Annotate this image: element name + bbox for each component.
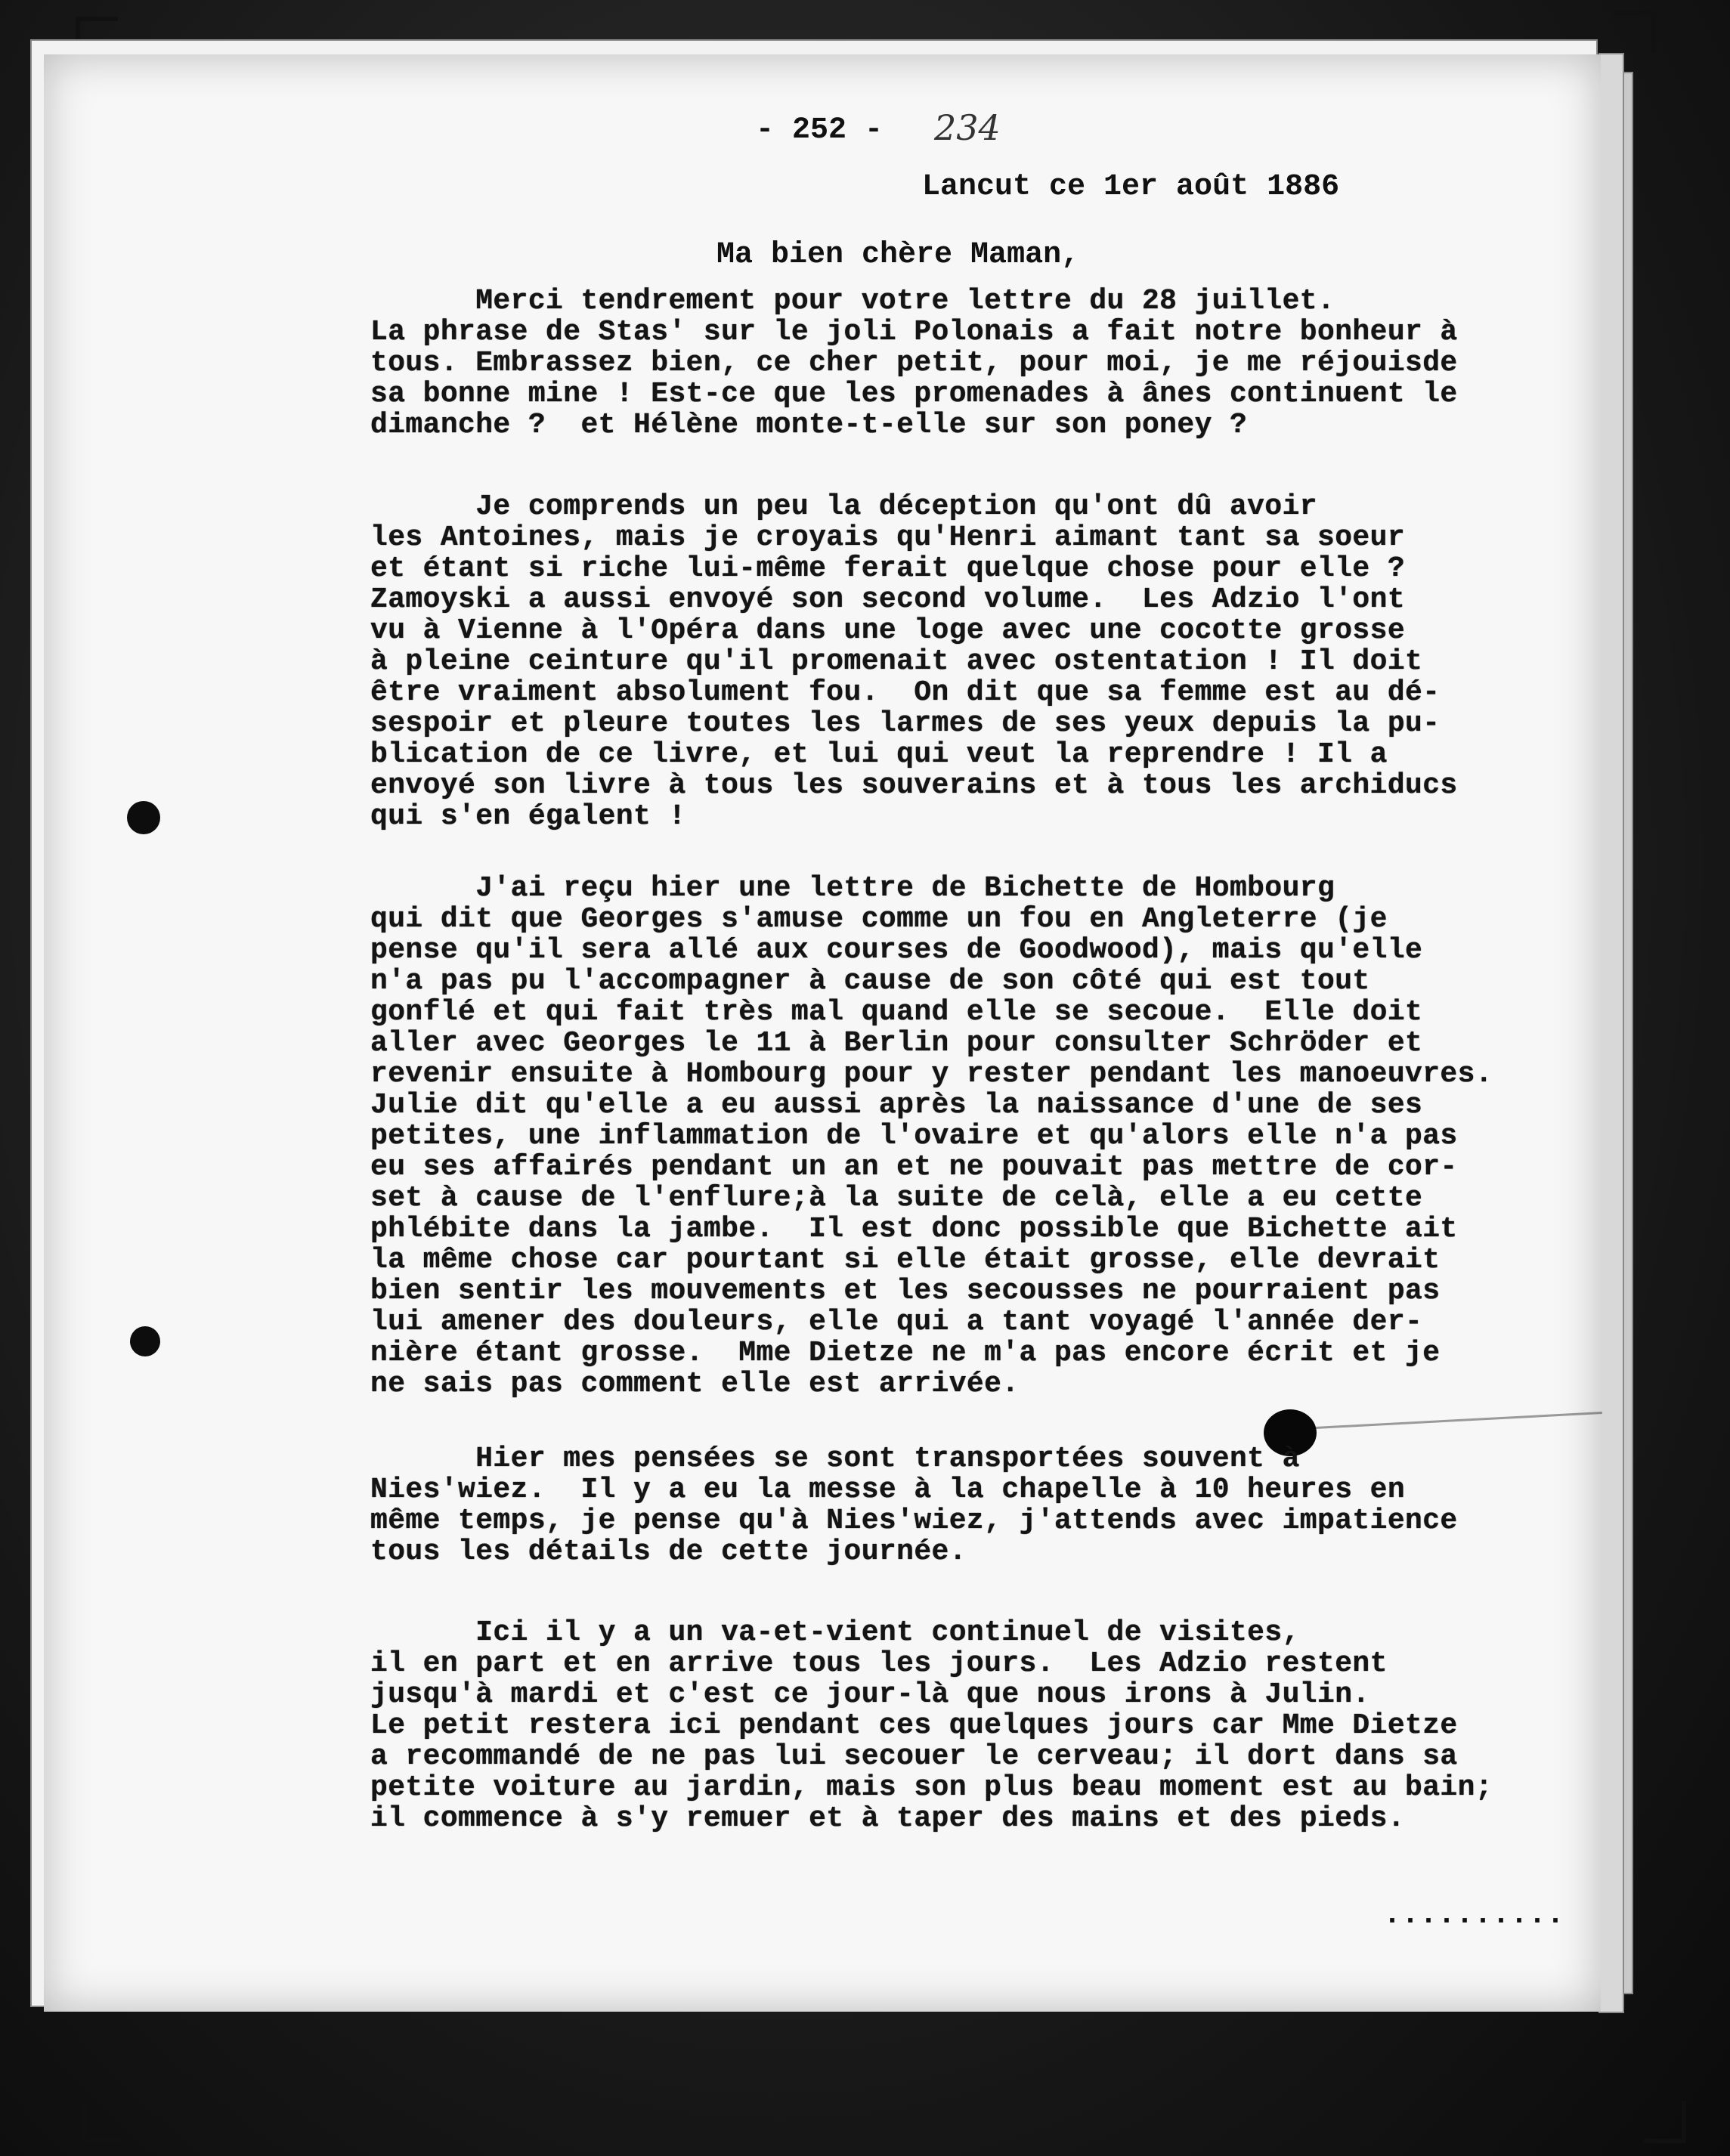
text-line: même temps, je pense qu'à Nies'wiez, j'attends avec impatience xyxy=(370,1505,1458,1537)
text-line: Je comprends un peu la déception qu'ont dû avoir xyxy=(370,490,1317,523)
page-number: - 252 - xyxy=(756,113,884,147)
text-line: pense qu'il sera allé aux courses de Goodwood), mais qu'elle xyxy=(370,934,1423,967)
text-line: J'ai reçu hier une lettre de Bichette de Hombourg xyxy=(370,872,1335,905)
text-line: set à cause de l'enflure;à la suite de celà, elle a eu cette xyxy=(370,1182,1423,1214)
text-line: phlébite dans la jambe. Il est donc possible que Bichette ait xyxy=(370,1213,1458,1245)
text-line: blication de ce livre, et lui qui veut la reprendre ! Il a xyxy=(370,738,1388,771)
paragraph xyxy=(370,873,1610,1400)
text-line: revenir ensuite à Hombourg pour y rester pendant les manoeuvres. xyxy=(370,1058,1493,1090)
text-line: à pleine ceinture qu'il promenait avec ostentation ! Il doit xyxy=(370,645,1423,678)
text-line: vu à Vienne à l'Opéra dans une loge avec une cocotte grosse xyxy=(370,614,1406,647)
handwritten-page-number: 234 xyxy=(934,107,1001,148)
crop-mark-bottom-right xyxy=(1644,2101,1686,2143)
closing-ellipsis: .......... xyxy=(1383,1898,1565,1932)
text-line: petites, une inflammation de l'ovaire et qu'alors elle n'a pas xyxy=(370,1120,1458,1152)
text-line: tous les détails de cette journée. xyxy=(370,1536,967,1568)
crop-mark-bottom-left xyxy=(82,2101,124,2143)
text-line: tous. Embrassez bien, ce cher petit, pour moi, je me réjouisde xyxy=(370,347,1458,379)
salutation: Ma bien chère Maman, xyxy=(716,238,1080,272)
text-line: être vraiment absolument fou. On dit que sa femme est au dé- xyxy=(370,676,1441,709)
text-line: Julie dit qu'elle a eu aussi après la naissance d'une de ses xyxy=(370,1089,1423,1121)
text-line: bien sentir les mouvements et les secousses ne pourraient pas xyxy=(370,1275,1441,1307)
punch-hole xyxy=(130,1326,160,1356)
paragraph xyxy=(370,1443,1610,1567)
text-line: eu ses affairés pendant un an et ne pouvait pas mettre de cor- xyxy=(370,1151,1458,1183)
text-line: n'a pas pu l'accompagner à cause de son côté qui est tout xyxy=(370,965,1370,998)
text-line: Nies'wiez. Il y a eu la messe à la chapelle à 10 heures en xyxy=(370,1474,1406,1506)
dateline: Lancut ce 1er août 1886 xyxy=(922,170,1340,204)
text-line: Hier mes pensées se sont transportées souvent à xyxy=(370,1443,1300,1475)
text-line: Zamoyski a aussi envoyé son second volume. Les Adzio l'ont xyxy=(370,583,1406,616)
text-line: nière étant grosse. Mme Dietze ne m'a pas encore écrit et je xyxy=(370,1337,1441,1369)
text-line: lui amener des douleurs, elle qui a tant voyagé l'année der- xyxy=(370,1306,1423,1338)
text-line: jusqu'à mardi et c'est ce jour-là que nous irons à Julin. xyxy=(370,1678,1370,1711)
text-line: les Antoines, mais je croyais qu'Henri aimant tant sa soeur xyxy=(370,521,1406,554)
paragraph xyxy=(370,491,1610,832)
text-line: sa bonne mine ! Est-ce que les promenades à ânes continuent le xyxy=(370,378,1458,410)
punch-hole xyxy=(127,801,160,834)
paragraph xyxy=(370,286,1610,441)
text-line: Ici il y a un va-et-vient continuel de visites, xyxy=(370,1616,1300,1649)
text-line: qui s'en égalent ! xyxy=(370,800,686,833)
text-line: Le petit restera ici pendant ces quelques jours car Mme Dietze xyxy=(370,1709,1458,1742)
text-line: ne sais pas comment elle est arrivée. xyxy=(370,1368,1020,1400)
text-line: la même chose car pourtant si elle était grosse, elle devrait xyxy=(370,1244,1441,1276)
text-line: La phrase de Stas' sur le joli Polonais a fait notre bonheur à xyxy=(370,316,1458,348)
text-line: petite voiture au jardin, mais son plus beau moment est au bain; xyxy=(370,1771,1493,1804)
text-line: a recommandé de ne pas lui secouer le cerveau; il dort dans sa xyxy=(370,1740,1458,1773)
paragraph xyxy=(370,1617,1610,1834)
text-line: sespoir et pleure toutes les larmes de ses yeux depuis la pu- xyxy=(370,707,1441,740)
crop-mark-top-right xyxy=(1614,11,1656,53)
text-line: il en part et en arrive tous les jours. Les Adzio restent xyxy=(370,1647,1388,1680)
text-line: gonflé et qui fait très mal quand elle se secoue. Elle doit xyxy=(370,996,1423,1029)
text-line: il commence à s'y remuer et à taper des mains et des pieds. xyxy=(370,1802,1406,1835)
text-line: aller avec Georges le 11 à Berlin pour consulter Schröder et xyxy=(370,1027,1423,1059)
text-line: dimanche ? et Hélène monte-t-elle sur son poney ? xyxy=(370,409,1248,441)
text-line: et étant si riche lui-même ferait quelque chose pour elle ? xyxy=(370,552,1406,585)
text-line: Merci tendrement pour votre lettre du 28 juillet. xyxy=(370,285,1335,317)
text-line: qui dit que Georges s'amuse comme un fou en Angleterre (je xyxy=(370,903,1388,936)
text-line: envoyé son livre à tous les souverains et à tous les archiducs xyxy=(370,769,1458,802)
